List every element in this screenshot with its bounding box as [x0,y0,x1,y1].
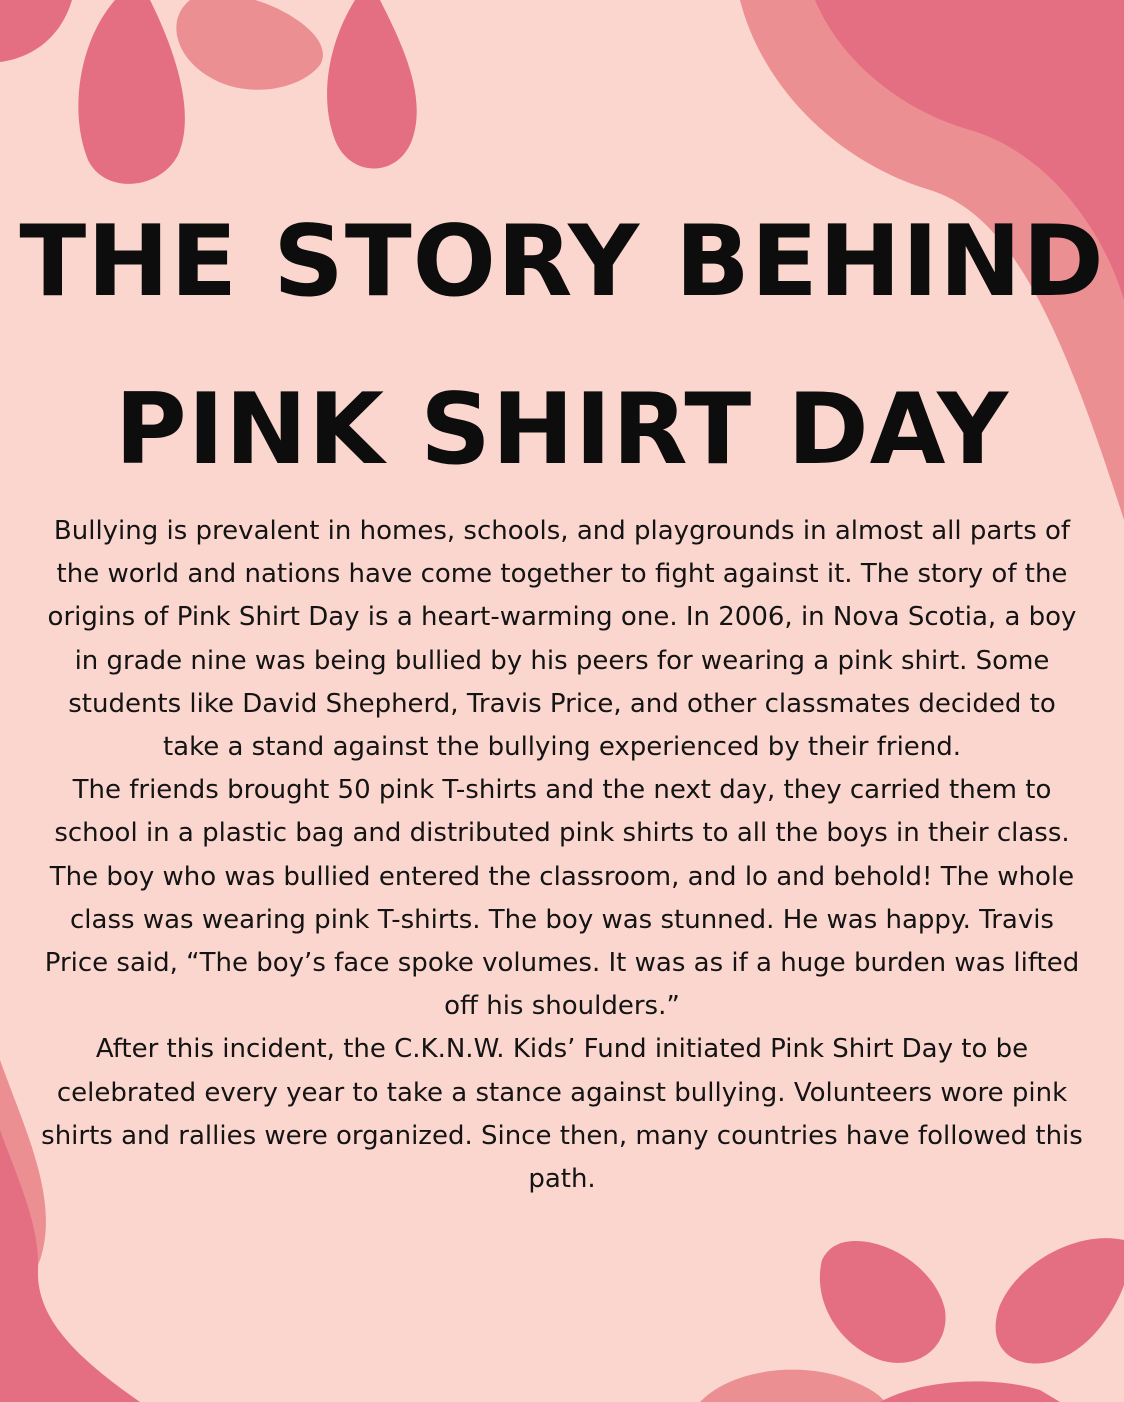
petal-dark-right [327,0,417,169]
petal-left-dark [0,0,72,62]
bottom-right-flower [700,1238,1124,1402]
title-line-1: THE STORY BEHIND [19,205,1105,319]
petal-bottom-dark [880,1381,1060,1402]
top-left-flower [0,0,417,184]
petal-right [996,1238,1124,1363]
title-line-2: PINK SHIRT DAY [114,373,1010,487]
petal-left [820,1241,946,1363]
petal-dark-center [78,0,185,184]
paragraph-aftermath: After this incident, the C.K.N.W. Kids’ Fund initiated Pink Shirt Day to be celebrated every year to take a stance against bullying. Volunteers wore pink shirts and rallies were organized. Since then, many countries have followed this path. [41,1034,1083,1195]
paragraph-origins: Bullying is prevalent in homes, schools, and playgrounds in almost all parts of the world and nations have come together to fight against it. The story of the origins of Pink Shirt Day is a heart-warming one. In 2006, in Nova Scotia, a boy in grade nine was being bullied by his peers for wearing a pink shirt. Some students like David Shepherd, Travis Price, and other classmates decided to take a stand against the bullying experienced by their friend. [47,516,1077,763]
paragraph-pink-shirts: The friends brought 50 pink T-shirts and the next day, they carried them to school in a plastic bag and distributed pink shirts to all the boys in their class. The boy who was bullied entered the classroom, and lo and behold! The whole class was wearing pink T-shirts. The boy was stunned. He was happy. Travis Price said, “The boy’s face spoke volumes. It was as if a huge burden was lifted off his shoulders.” [44,775,1080,1022]
petal-light-diagonal [176,0,323,90]
petal-bottom-light [700,1370,885,1402]
page-title [0,178,1124,514]
story-text [36,510,1088,1201]
